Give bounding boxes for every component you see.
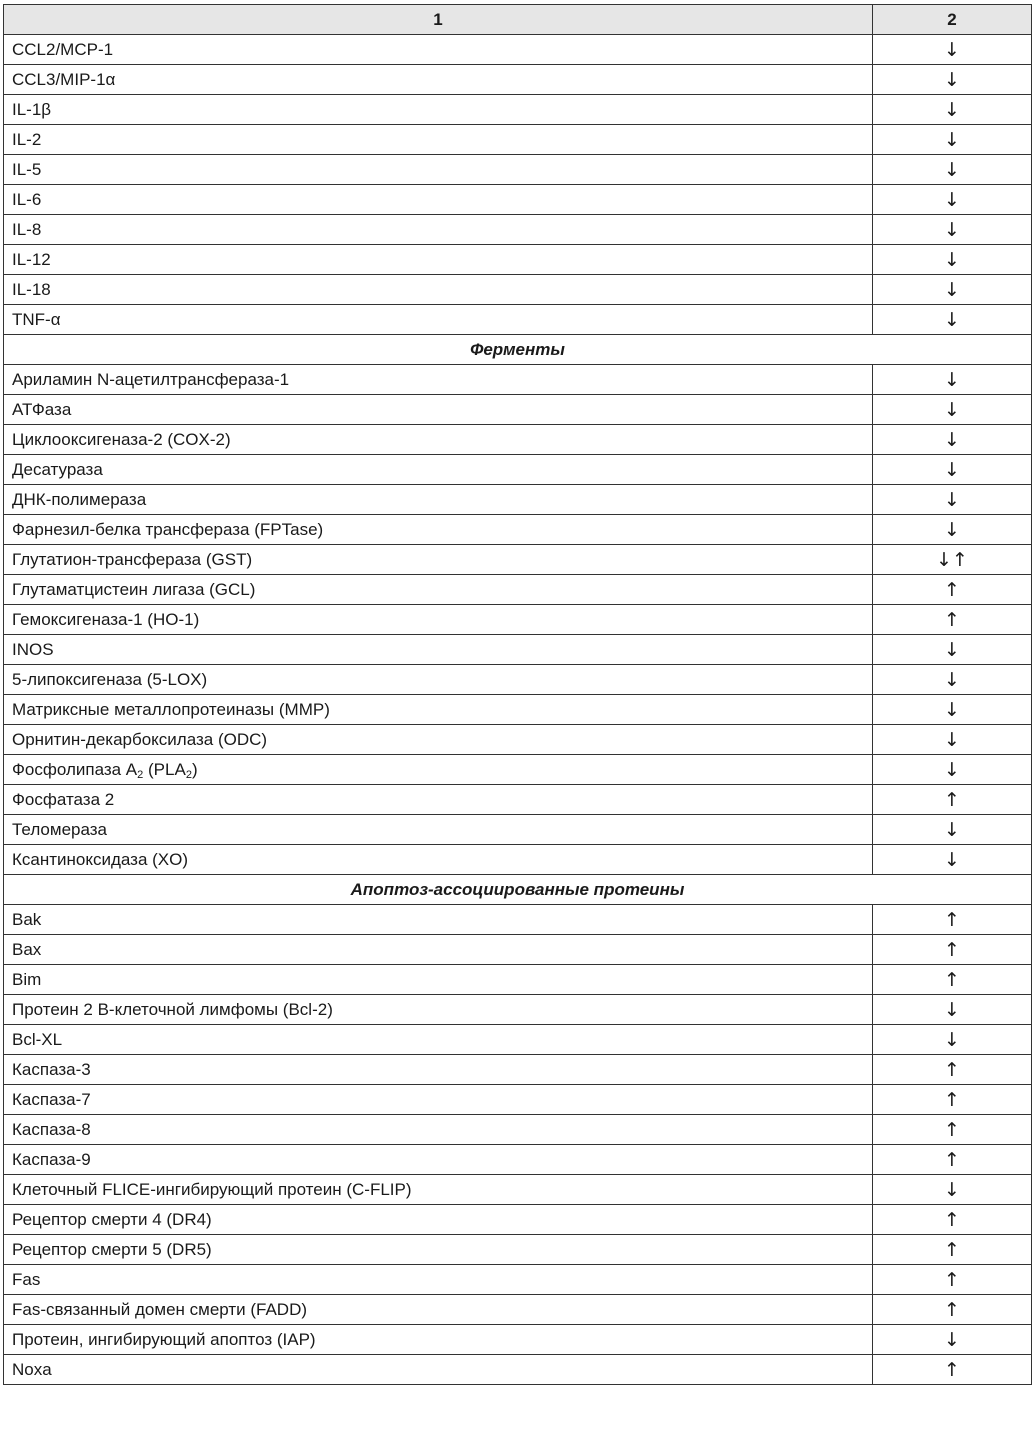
row-name: Глутаматцистеин лигаза (GCL) [4,575,873,605]
arrow-down-icon: ↓ [873,245,1032,275]
row-name: Fas [4,1265,873,1295]
table-row [4,35,1032,65]
table-row [4,1085,1032,1115]
row-name: Циклооксигеназа-2 (COX-2) [4,425,873,455]
table-row [4,605,1032,635]
arrow-down-icon: ↓ [873,155,1032,185]
table-row [4,185,1032,215]
table-row [4,1175,1032,1205]
row-name: Ксантиноксидаза (XO) [4,845,873,875]
row-name: Протеин 2 B-клеточной лимфомы (Bcl-2) [4,995,873,1025]
row-name: Рецептор смерти 4 (DR4) [4,1205,873,1235]
row-name [4,755,873,785]
row-name: Протеин, ингибирующий апоптоз (IAP) [4,1325,873,1355]
row-name: ДНК-полимераза [4,485,873,515]
arrow-down-up-icon: ↓↑ [873,545,1032,575]
row-name: Гемоксигеназа-1 (HO-1) [4,605,873,635]
table-row [4,95,1032,125]
row-name: IL-1β [4,95,873,125]
row-name: Орнитин-декарбоксилаза (ODC) [4,725,873,755]
row-name: IL-6 [4,185,873,215]
table-row [4,485,1032,515]
row-name: АТФаза [4,395,873,425]
table-row [4,1115,1032,1145]
arrow-down-icon: ↓ [873,305,1032,335]
table-row [4,785,1032,815]
arrow-down-icon: ↓ [873,455,1032,485]
row-name: Noxa [4,1355,873,1385]
arrow-down-icon: ↓ [873,425,1032,455]
arrow-up-icon: ↑ [873,1085,1032,1115]
table-row [4,425,1032,455]
arrow-down-icon: ↓ [873,725,1032,755]
row-name: Фосфатаза 2 [4,785,873,815]
arrow-down-icon: ↓ [873,215,1032,245]
row-name-part: 2 [137,768,144,781]
table-row [4,1025,1032,1055]
table-row [4,1055,1032,1085]
table-row [4,1235,1032,1265]
row-name: Матриксные металлопротеиназы (MMP) [4,695,873,725]
table-row [4,455,1032,485]
table-row [4,815,1032,845]
table-row [4,965,1032,995]
table-row [4,155,1032,185]
table-row [4,905,1032,935]
table-row [4,275,1032,305]
table-row [4,575,1032,605]
row-name: IL-5 [4,155,873,185]
row-name-part: 2 [185,768,192,781]
arrow-down-icon: ↓ [873,515,1032,545]
table-row [4,665,1032,695]
arrow-down-icon: ↓ [873,275,1032,305]
row-name: TNF-α [4,305,873,335]
table-row [4,65,1032,95]
arrow-down-icon: ↓ [873,35,1032,65]
arrow-down-icon: ↓ [873,845,1032,875]
table-row [4,545,1032,575]
arrow-down-icon: ↓ [873,995,1032,1025]
arrow-down-icon: ↓ [873,635,1032,665]
table-row [4,395,1032,425]
row-name: Каспаза-8 [4,1115,873,1145]
row-name: IL-18 [4,275,873,305]
table-row [4,1265,1032,1295]
row-name-part: (PLA [143,759,186,779]
table-row [4,365,1032,395]
arrow-up-icon: ↑ [873,1295,1032,1325]
arrow-down-icon: ↓ [873,665,1032,695]
arrow-up-icon: ↑ [873,1355,1032,1385]
arrow-down-icon: ↓ [873,1175,1032,1205]
arrow-down-icon: ↓ [873,125,1032,155]
row-name: Fas-связанный домен смерти (FADD) [4,1295,873,1325]
table-row [4,1325,1032,1355]
row-name: Ариламин N-ацетилтрансфераза-1 [4,365,873,395]
arrow-down-icon: ↓ [873,365,1032,395]
arrow-down-icon: ↓ [873,1025,1032,1055]
section-title: Апоптоз-ассоциированные протеины [4,875,1032,905]
row-name: Каспаза-9 [4,1145,873,1175]
arrow-up-icon: ↑ [873,575,1032,605]
table-row [4,635,1032,665]
row-name: IL-12 [4,245,873,275]
section-row [4,335,1032,365]
row-name: Bcl-XL [4,1025,873,1055]
arrow-up-icon: ↑ [873,1115,1032,1145]
row-name: Глутатион-трансфераза (GST) [4,545,873,575]
arrow-up-icon: ↑ [873,1055,1032,1085]
row-name: Рецептор смерти 5 (DR5) [4,1235,873,1265]
arrow-down-icon: ↓ [873,755,1032,785]
data-table [3,4,1032,1385]
arrow-up-icon: ↑ [873,1265,1032,1295]
row-name: CCL3/MIP-1α [4,65,873,95]
row-name: Каспаза-7 [4,1085,873,1115]
arrow-down-icon: ↓ [873,95,1032,125]
row-name: Десатураза [4,455,873,485]
row-name: CCL2/MCP-1 [4,35,873,65]
table-row [4,695,1032,725]
table-body [4,35,1032,1385]
arrow-up-icon: ↑ [873,905,1032,935]
arrow-up-icon: ↑ [873,935,1032,965]
row-name: IL-8 [4,215,873,245]
row-name-part: Фосфолипаза A [12,759,138,779]
row-name: 5-липоксигеназа (5-LOX) [4,665,873,695]
row-name: Каспаза-3 [4,1055,873,1085]
row-name: Теломераза [4,815,873,845]
table-row [4,1355,1032,1385]
arrow-down-icon: ↓ [873,185,1032,215]
arrow-down-icon: ↓ [873,485,1032,515]
arrow-down-icon: ↓ [873,815,1032,845]
table-row [4,755,1032,785]
row-name: Bim [4,965,873,995]
row-name: Bax [4,935,873,965]
arrow-down-icon: ↓ [873,65,1032,95]
section-row [4,875,1032,905]
table-row [4,995,1032,1025]
arrow-down-icon: ↓ [873,395,1032,425]
arrow-up-icon: ↑ [873,1205,1032,1235]
section-title: Ферменты [4,335,1032,365]
table-row [4,305,1032,335]
table-row [4,845,1032,875]
arrow-up-icon: ↑ [873,605,1032,635]
arrow-up-icon: ↑ [873,1235,1032,1265]
table-row [4,125,1032,155]
table-row [4,1205,1032,1235]
table-row [4,1145,1032,1175]
row-name: Фарнезил-белка трансфераза (FPTase) [4,515,873,545]
arrow-up-icon: ↑ [873,785,1032,815]
table-row [4,725,1032,755]
arrow-down-icon: ↓ [873,695,1032,725]
row-name: Клеточный FLICE-ингибирующий протеин (C-FLIP) [4,1175,873,1205]
row-name: IL-2 [4,125,873,155]
column-header-2: 2 [873,5,1032,35]
column-header-1: 1 [4,5,873,35]
row-name: INOS [4,635,873,665]
header-row [4,5,1032,35]
arrow-up-icon: ↑ [873,1145,1032,1175]
table-row [4,245,1032,275]
row-name-part: ) [191,759,198,779]
table-row [4,515,1032,545]
table-row [4,935,1032,965]
table-row [4,1295,1032,1325]
row-name: Bak [4,905,873,935]
arrow-down-icon: ↓ [873,1325,1032,1355]
arrow-up-icon: ↑ [873,965,1032,995]
table-row [4,215,1032,245]
